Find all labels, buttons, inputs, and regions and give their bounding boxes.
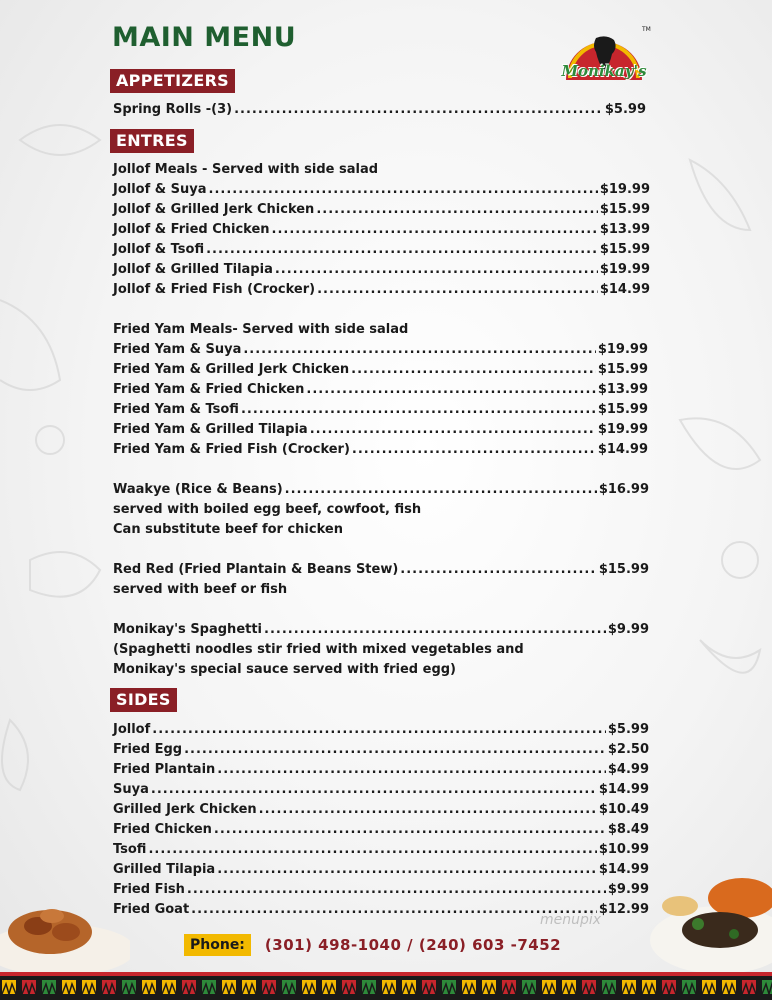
menu-item: Fried Yam & Grilled Jerk Chicken ..... $15.99 xyxy=(113,360,648,380)
menu-item: Fried Yam & Grilled Tilapia ..... $19.99 xyxy=(113,420,648,440)
menu-item: Jollof & Grilled Tilapia ..... $19.99 xyxy=(113,260,650,280)
menu-item: Jollof & Fried Chicken ..... $13.99 xyxy=(113,220,650,240)
yam-heading: Fried Yam Meals- Served with side salad xyxy=(113,322,409,337)
logo-emblem-icon xyxy=(556,20,652,96)
menu-item-spaghetti: Monikay's Spaghetti ..... $9.99 xyxy=(113,620,649,640)
menu-item-waakye: Waakye (Rice & Beans) ..... $16.99 xyxy=(113,480,649,500)
menu-item: Grilled Tilapia ..... $14.99 xyxy=(113,860,649,880)
menu-item: Spring Rolls -(3) ..... $5.99 xyxy=(113,100,646,120)
page-title: MAIN MENU xyxy=(112,22,297,53)
kente-border xyxy=(0,972,772,1000)
menu-item: Fried Yam & Suya ..... $19.99 xyxy=(113,340,648,360)
menu-item: Jollof & Suya ..... $19.99 xyxy=(113,180,650,200)
waakye-desc: served with boiled egg beef, cowfoot, fish xyxy=(113,502,422,517)
spaghetti-desc: (Spaghetti noodles stir fried with mixed vegetables and xyxy=(113,642,524,657)
menu-item: Suya ..... $14.99 xyxy=(113,780,649,800)
menu-item: Fried Goat ..... $12.99 xyxy=(113,900,649,920)
menu-item-redred: Red Red (Fried Plantain & Beans Stew) ..... $15.99 xyxy=(113,560,649,580)
menu-item: Fried Yam & Fried Chicken ..... $13.99 xyxy=(113,380,648,400)
menu-item: Grilled Jerk Chicken ..... $10.49 xyxy=(113,800,649,820)
menu-item: Fried Plantain ..... $4.99 xyxy=(113,760,649,780)
phone-label: Phone: xyxy=(184,934,251,956)
phone-numbers[interactable]: (301) 498-1040 / (240) 603 -7452 xyxy=(264,936,562,954)
menu-item: Fried Egg ..... $2.50 xyxy=(113,740,649,760)
brand-logo xyxy=(556,20,652,96)
menu-item: Jollof & Fried Fish (Crocker) ..... $14.99 xyxy=(113,280,650,300)
menu-item: Jollof & Tsofi ..... $15.99 xyxy=(113,240,650,260)
logo-tm: TM xyxy=(642,26,651,33)
section-sides: SIDES xyxy=(110,688,177,712)
food-photo-right xyxy=(650,860,772,972)
menu-item: Tsofi ..... $10.99 xyxy=(113,840,649,860)
waakye-desc: Can substitute beef for chicken xyxy=(113,522,343,537)
logo-text: Monikay's xyxy=(561,62,647,80)
section-appetizers: APPETIZERS xyxy=(110,69,235,93)
menu-item: Fried Yam & Tsofi ..... $15.99 xyxy=(113,400,648,420)
phone-block xyxy=(184,932,561,958)
spaghetti-desc: Monikay's special sauce served with fried egg) xyxy=(113,662,456,677)
menu-item: Fried Yam & Fried Fish (Crocker) ..... $14.99 xyxy=(113,440,648,460)
redred-desc: served with beef or fish xyxy=(113,582,288,597)
food-photo-left xyxy=(0,880,130,972)
menu-item: Jollof & Grilled Jerk Chicken ..... $15.99 xyxy=(113,200,650,220)
jollof-heading: Jollof Meals - Served with side salad xyxy=(113,162,379,177)
menu-item: Jollof ..... $5.99 xyxy=(113,720,649,740)
menu-item: Fried Fish ..... $9.99 xyxy=(113,880,649,900)
section-entres: ENTRES xyxy=(110,129,194,153)
menu-item: Fried Chicken ..... $8.49 xyxy=(113,820,649,840)
watermark: menupix xyxy=(540,912,602,928)
